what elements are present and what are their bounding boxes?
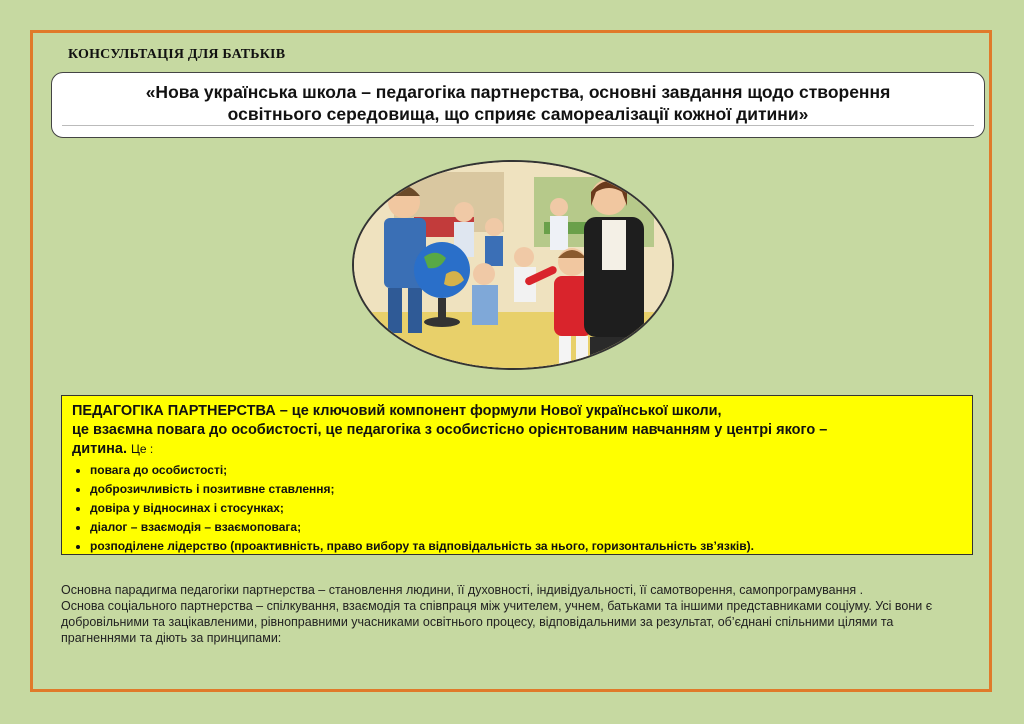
body-text bbox=[61, 582, 966, 646]
definition-box bbox=[61, 395, 973, 555]
page-title bbox=[52, 81, 984, 125]
definition-text bbox=[72, 402, 962, 459]
definition-line-3 bbox=[72, 440, 962, 459]
definition-line-3-text: дитина. bbox=[72, 441, 127, 457]
paragraph-1: Основна парадигма педагогіки партнерства – становлення людини, її духовності, індивідуальності, її самотворення, самопрограмування . bbox=[61, 583, 864, 597]
paragraph-2: Основа соціального партнерства – спілкування, взаємодія та співпраця між учителем, учнем, батьками та іншими представниками соціуму. Усі вони є добровільними та зацікавленими, рівноправними учасниками освітнього процесу, відповідальними за результат, об’єднані спільними цілями та прагненнями та діють за принципами: bbox=[61, 599, 933, 645]
list-item: • доброзичливість і позитивне ставлення; bbox=[90, 480, 962, 499]
definition-line-1: ПЕДАГОГІКА ПАРТНЕРСТВА – це ключовий компонент формули Нової української школи, bbox=[72, 403, 722, 419]
definition-line-2: це взаємна повага до особистості, це педагогіка з особистісно орієнтованим навчанням у центрі якого – bbox=[72, 422, 828, 438]
classroom-illustration bbox=[354, 162, 674, 370]
classroom-photo bbox=[352, 160, 674, 370]
title-line-2: освітнього середовища, що сприяє самореалізації кожної дитини» bbox=[227, 104, 809, 124]
header-label: КОНСУЛЬТАЦІЯ ДЛЯ БАТЬКІВ bbox=[68, 47, 286, 62]
definition-suffix: Це : bbox=[131, 442, 154, 456]
list-item: • довіра у відносинах і стосунках; bbox=[90, 499, 962, 518]
list-item: • повага до особистості; bbox=[90, 461, 962, 480]
title-box bbox=[51, 72, 985, 138]
definition-list bbox=[72, 461, 962, 556]
list-item: • діалог – взаємодія – взаємоповага; bbox=[90, 518, 962, 537]
title-divider bbox=[62, 125, 974, 126]
title-line-1: «Нова українська школа – педагогіка партнерства, основні завдання щодо створення bbox=[145, 82, 891, 102]
list-item: • розподілене лідерство (проактивність, право вибору та відповідальність за нього, горизонтальність зв’язків). bbox=[90, 537, 962, 556]
